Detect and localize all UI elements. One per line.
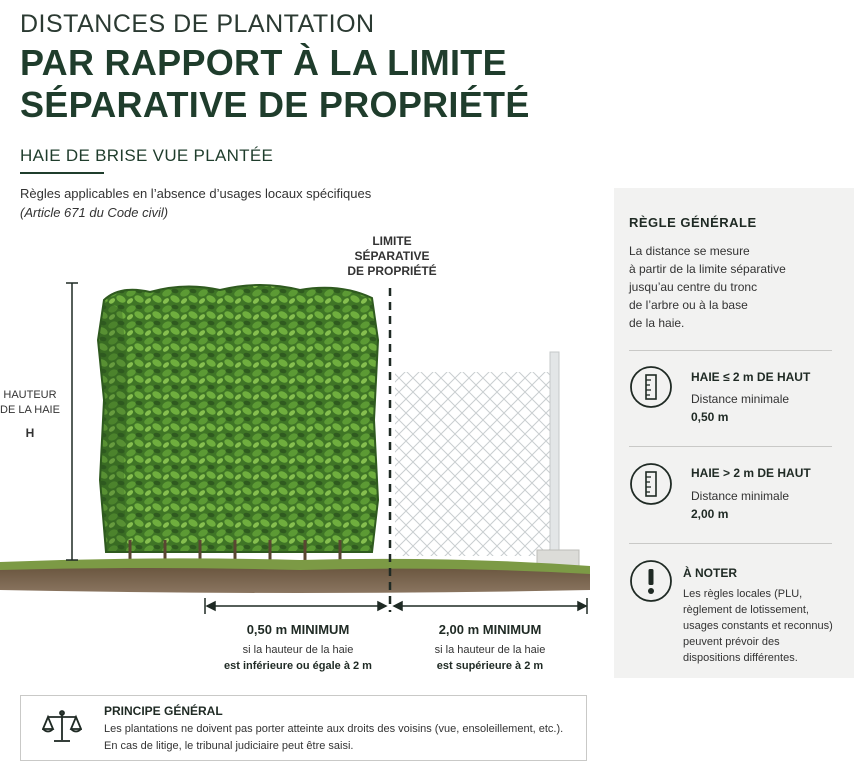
panel-divider bbox=[629, 446, 832, 447]
hedge-foliage bbox=[98, 285, 378, 552]
note-text bbox=[683, 586, 833, 666]
ruler-icon bbox=[629, 462, 673, 506]
height-label-line-1: HAUTEUR bbox=[3, 389, 57, 401]
limit-label-line-1: LIMITE bbox=[372, 234, 412, 248]
note-text-line: peuvent prévoir des bbox=[683, 636, 780, 648]
limit-label-line-3: DE PROPRIÉTÉ bbox=[347, 264, 437, 278]
rule-item-1-label: Distance minimale bbox=[691, 392, 790, 406]
rule-item-2-value: 2,00 m bbox=[691, 507, 729, 521]
hedge-height-label bbox=[0, 388, 60, 418]
note-text-line: règlement de lotissement, bbox=[683, 604, 809, 616]
principle-text-line-2: En cas de litige, le tribunal judiciaire peut être saisi. bbox=[104, 740, 354, 752]
rules-text: Règles applicables en l’absence d’usages locaux spécifiques bbox=[20, 186, 372, 201]
note-text-line: Les règles locales (PLU, bbox=[683, 588, 803, 600]
panel-text-line: de la haie. bbox=[629, 316, 685, 330]
soil bbox=[0, 568, 590, 593]
property-limit-label bbox=[326, 234, 458, 279]
panel-description bbox=[629, 242, 829, 332]
panel-text-line: de l’arbre ou à la base bbox=[629, 298, 748, 312]
right-distance-condition-bold: est supérieure à 2 m bbox=[436, 660, 544, 672]
left-distance-condition-bold: est inférieure ou égale à 2 m bbox=[224, 660, 372, 672]
kicker-title: DISTANCES DE PLANTATION bbox=[20, 10, 375, 38]
limit-label-line-2: SÉPARATIVE bbox=[354, 249, 430, 263]
fence bbox=[395, 352, 579, 566]
ground bbox=[0, 558, 590, 593]
note-title: À NOTER bbox=[683, 566, 737, 580]
hedge bbox=[98, 285, 378, 560]
rule-item-1-value: 0,50 m bbox=[691, 410, 729, 424]
principle-text-line-1: Les plantations ne doivent pas porter atteinte aux droits des voisins (vue, ensoleillement, etc.). bbox=[104, 723, 564, 735]
rule-item-2-title: HAIE > 2 m DE HAUT bbox=[691, 466, 811, 480]
exclamation-icon bbox=[629, 559, 673, 603]
left-distance-title: 0,50 m MINIMUM bbox=[246, 622, 350, 637]
main-title-line-2: SÉPARATIVE DE PROPRIÉTÉ bbox=[20, 84, 530, 125]
section-title: HAIE DE BRISE VUE PLANTÉE bbox=[20, 146, 274, 165]
panel-text-line: La distance se mesure bbox=[629, 244, 750, 258]
main-title-line-1: PAR RAPPORT À LA LIMITE bbox=[20, 42, 507, 83]
fence-mesh bbox=[395, 372, 555, 556]
fence-post bbox=[550, 352, 559, 557]
height-letter: H bbox=[25, 426, 35, 440]
note-text-line: usages constants et reconnus) bbox=[683, 620, 833, 632]
panel-title: RÈGLE GÉNÉRALE bbox=[629, 215, 757, 230]
height-label-line-2: DE LA HAIE bbox=[0, 404, 60, 416]
right-distance-title: 2,00 m MINIMUM bbox=[438, 622, 542, 637]
distance-dimensions bbox=[205, 598, 587, 614]
ruler-icon bbox=[629, 365, 673, 409]
left-distance-condition: si la hauteur de la haie bbox=[242, 644, 354, 656]
rule-item-2-label: Distance minimale bbox=[691, 489, 790, 503]
panel-text-line: jusqu’au centre du tronc bbox=[629, 280, 758, 294]
panel-divider bbox=[629, 543, 832, 544]
principle-title: PRINCIPE GÉNÉRAL bbox=[104, 704, 223, 718]
height-dimension bbox=[66, 283, 78, 560]
note-text-line: dispositions différentes. bbox=[683, 652, 798, 664]
panel-divider bbox=[629, 350, 832, 351]
rule-item-1-title: HAIE ≤ 2 m DE HAUT bbox=[691, 370, 811, 384]
article-reference: (Article 671 du Code civil) bbox=[20, 205, 169, 220]
right-distance-condition: si la hauteur de la haie bbox=[434, 644, 546, 656]
panel-text-line: à partir de la limite séparative bbox=[629, 262, 786, 276]
scales-icon bbox=[42, 708, 82, 746]
